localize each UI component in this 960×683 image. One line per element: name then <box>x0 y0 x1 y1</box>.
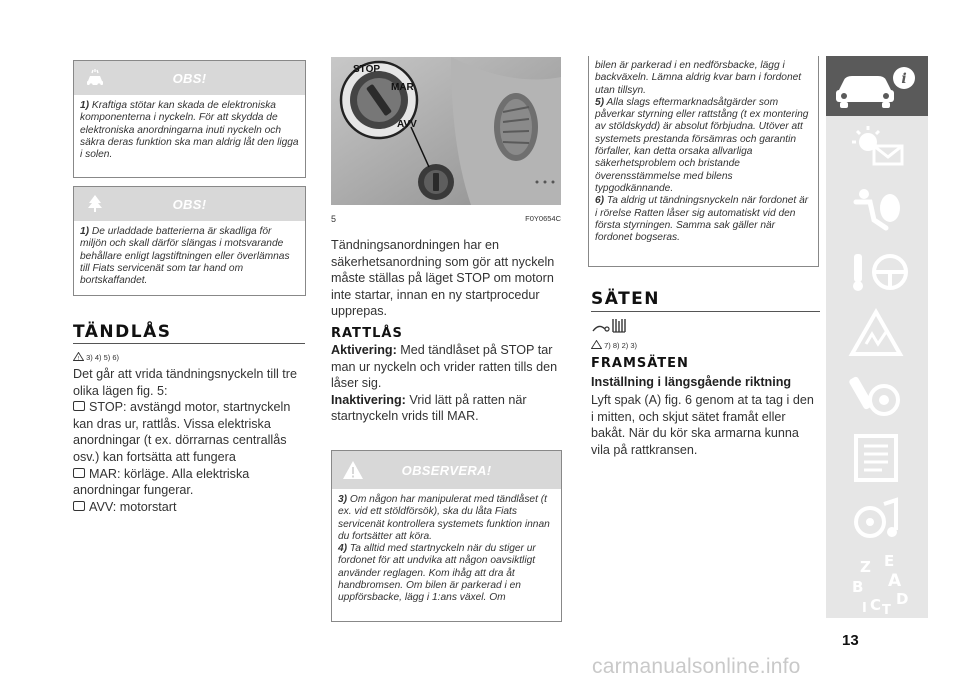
figure-label-stop: STOP <box>353 64 381 75</box>
emergency-icon <box>826 304 928 364</box>
ignition-illustration <box>331 57 561 205</box>
handling-symbol-icon <box>591 315 633 335</box>
index-letter: D <box>896 590 909 608</box>
activation-text: Med tändlåset på STOP tar man ur nyckeln och vrider ratten tills den låser sig. <box>331 343 558 391</box>
warning-text <box>74 221 305 293</box>
list-item: AVV: motorstart <box>73 499 305 516</box>
reference-numbers: 7) 8) 2) 3) <box>604 341 638 350</box>
heading-rule <box>591 311 820 312</box>
steering-lock-text <box>331 342 561 425</box>
tab-car-info[interactable] <box>826 56 928 116</box>
activation-label: Aktivering: <box>331 343 397 357</box>
multimedia-icon <box>826 490 928 550</box>
figure-caption <box>331 214 561 224</box>
index-letter: I <box>862 601 867 616</box>
index-letter: B <box>852 578 864 596</box>
front-seats-heading: FRAMSÄTEN <box>591 356 689 371</box>
list-item: STOP: avstängd motor, startnyckeln kan dras ur, rattlås. Vissa elektriska anordningar (t ex. dörrarnas centrallås osv.) kan fortsätta att fungera <box>73 400 291 464</box>
steering-key-icon <box>826 242 928 302</box>
warning-box-1 <box>73 60 306 178</box>
tab-technical-data[interactable] <box>826 428 928 488</box>
ignition-text <box>73 366 305 515</box>
seat-icon-row <box>591 315 633 340</box>
svg-text:i: i <box>901 71 907 87</box>
warning-box-3 <box>331 450 562 622</box>
tab-maintenance[interactable] <box>826 366 928 426</box>
tab-emergency[interactable] <box>826 304 928 364</box>
deactivation-text: Vrid lätt på ratten när startnyckeln vrids till MAR. <box>331 392 527 424</box>
warning-lights-icon <box>826 118 928 178</box>
ignition-switch-figure <box>331 57 561 205</box>
note-number: 1) <box>80 100 90 111</box>
note-text: De urladdade batterierna är skadliga för miljön och skall därför slängas i motsvarande behållare enligt lagstiftningen eller överlämnas till Fiats servicenät som tar hand om bortskaffandet. <box>80 226 290 287</box>
note-references <box>73 352 119 362</box>
index-icon <box>826 552 928 618</box>
key-bullet-icon <box>73 501 85 511</box>
tab-warning-lights[interactable] <box>826 118 928 178</box>
reference-numbers: 3) 4) 5) 6) <box>86 353 120 362</box>
warning-box-header <box>332 451 561 489</box>
ignition-safety-text: Tändningsanordningen har en säkerhetsanordning som gör att nyckeln måste ställas på läget STOP om motorn inte startar, innan en ny startprocedur upprepas. <box>331 238 555 319</box>
heading-rule <box>73 343 305 344</box>
adjustment-heading: Inställning i längsgående riktning <box>591 375 792 389</box>
seat-adjust-text: Lyft spak (A) fig. 6 genom at ta tag i den i mitten, och skjut sätet framåt eller bakåt. När du kör ska armarna kunna vila på rattkransen. <box>591 393 814 457</box>
warning-triangle-icon <box>73 352 84 361</box>
footer-watermark[interactable]: carmanualsonline.info <box>592 655 801 678</box>
ignition-intro: Det går att vrida tändningsnyckeln till tre olika lägen fig. 5: <box>73 367 298 398</box>
index-letter: Z <box>860 558 871 576</box>
figure-number: 5 <box>331 214 337 224</box>
note-number: 1) <box>80 226 90 237</box>
figure-label-mar: MAR <box>391 82 414 93</box>
index-letter: E <box>884 552 895 570</box>
warning-box-header <box>74 61 305 95</box>
chapter-sidebar <box>826 56 928 618</box>
warning-triangle-icon <box>591 340 602 349</box>
section-heading-seats: SÄTEN <box>591 289 661 309</box>
tab-multimedia[interactable] <box>826 490 928 550</box>
deactivation-label: Inaktivering: <box>331 392 406 407</box>
index-letter: A <box>888 571 902 591</box>
steering-lock-heading: RATTLÅS <box>331 326 403 341</box>
tab-index[interactable] <box>826 552 928 618</box>
figure-label-avv: AVV <box>397 119 417 130</box>
warning-text: bilen är parkerad i en nedförsbacke, lägg i backväxeln. Lämna aldrig kvar barn i fordonet utan tillsyn. 5) Alla slags eftermarknadsåtgärder som påverkar styrning eller rattstång (t ex montering av stöldskydd) är absolut förbjudna. Utöver att systemets prestanda försämras och garantin förfaller, kan detta orsaka allvarliga säkerhetsproblem och bristande överensstämmelse med bilens typgodkännande. 6) Ta aldrig ut tändningsnyckeln när fordonet är i rörelse Ratten låser sig automatiskt vid den första styrningen. Samma sak gäller när fordonet bogseras. <box>595 60 809 244</box>
section-heading-ignition: TÄNDLÅS <box>73 322 172 342</box>
technical-data-icon <box>826 428 928 488</box>
key-bullet-icon <box>73 468 85 478</box>
warning-title: OBS! <box>172 71 207 86</box>
warning-title: OBSERVERA! <box>401 463 492 478</box>
safety-airbag-icon <box>826 180 928 240</box>
svg-text:!: ! <box>77 355 80 361</box>
page-number: 13 <box>842 632 859 649</box>
tab-starting-driving[interactable] <box>826 242 928 302</box>
warning-text: 3) Om någon har manipulerat med tändlåset (t ex. vid ett stöldförsök), ska du låta Fiats servicenät kontrollera systemets funktion innan du fortsätter att köra. 4) Ta alltid med startnyckeln när du stiger ur fordonet för att undvika att någon oavsiktligt använder reglagen. Kom ihåg att dra åt handbromsen. Om bilen är parkerad i en uppförsbacke, lägg i 1:ans växel. Om <box>338 494 550 604</box>
index-letter: T <box>882 603 891 618</box>
note-references <box>591 340 637 350</box>
warning-box-continued <box>588 56 819 267</box>
warning-box-header <box>74 187 305 221</box>
car-info-icon <box>826 56 928 116</box>
tab-safety[interactable] <box>826 180 928 240</box>
list-item: MAR: körläge. Alla elektriska anordningar fungerar. <box>73 466 250 498</box>
note-text: Kraftiga stötar kan skada de elektroniska komponenterna i nyckeln. För att skydda de elektroniska anordningarna inuti nyckeln och säkra deras funktion ska man aldrig låt den ligga i solen. <box>80 100 299 161</box>
key-bullet-icon <box>73 401 85 411</box>
warning-box-2 <box>73 186 306 296</box>
index-letter: C <box>870 596 882 614</box>
maintenance-icon <box>826 366 928 426</box>
figure-code: F0Y0654C <box>525 214 561 223</box>
warning-text <box>74 95 305 167</box>
warning-title: OBS! <box>172 197 207 212</box>
